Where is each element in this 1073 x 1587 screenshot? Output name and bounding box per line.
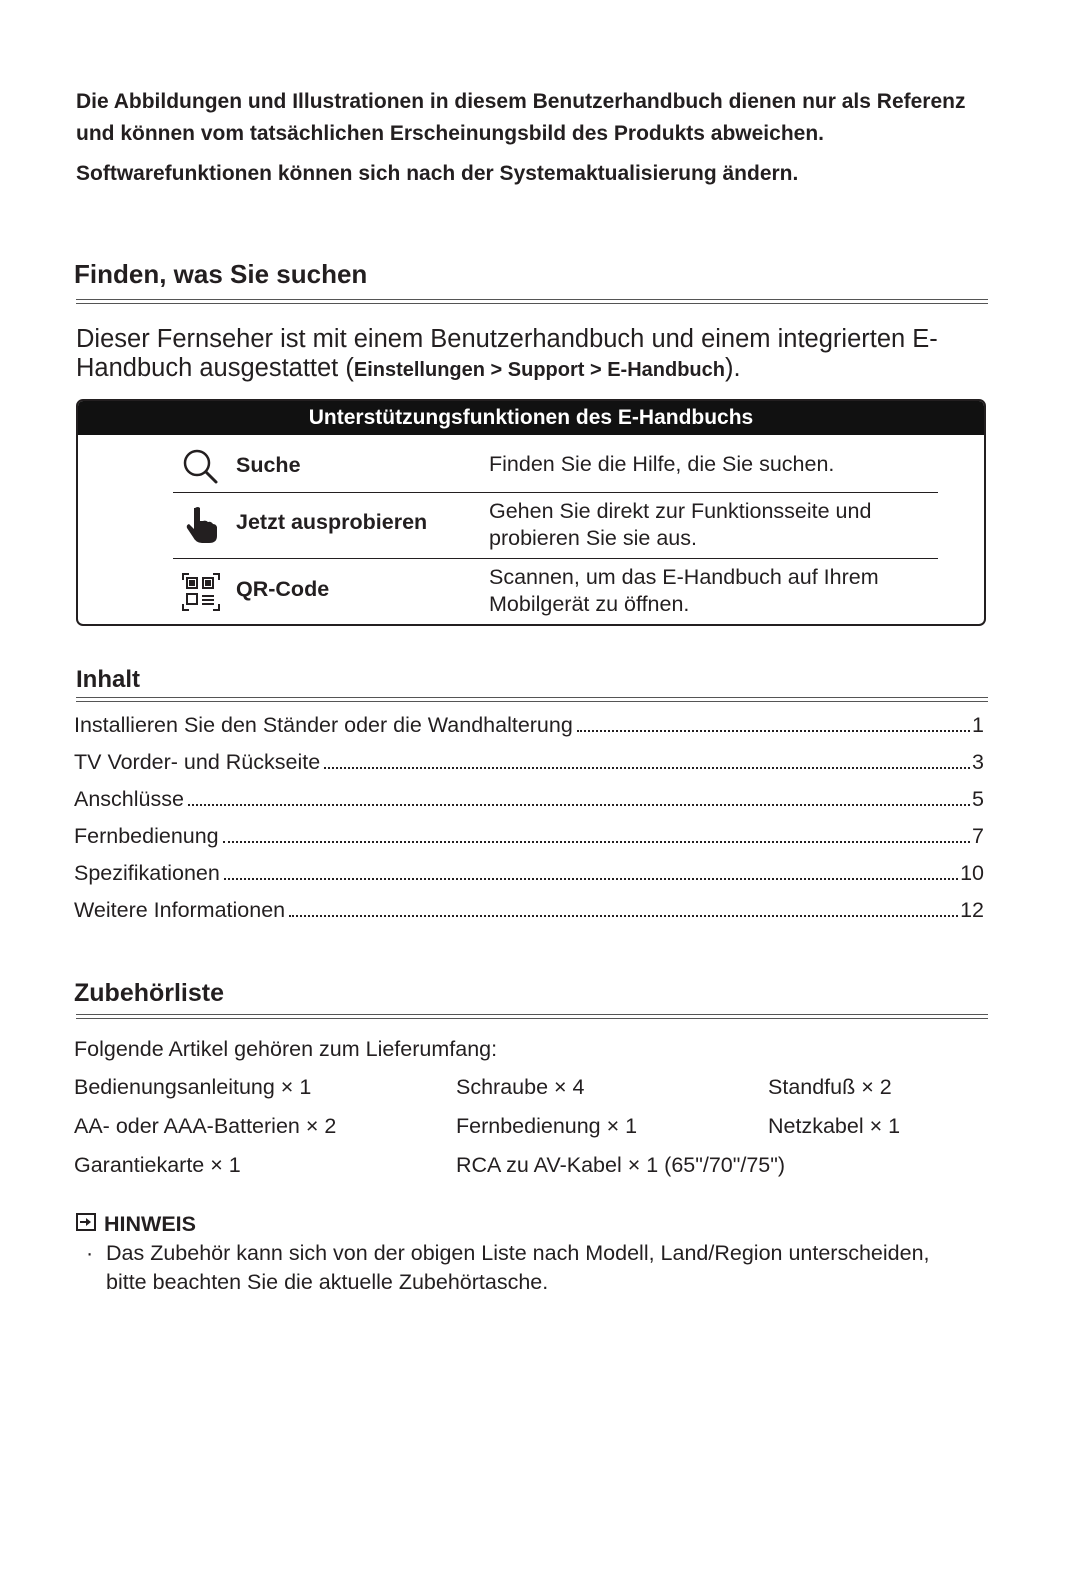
note-arrow-icon <box>76 1212 104 1237</box>
section-title-find: Finden, was Sie suchen <box>74 259 368 289</box>
toc-item[interactable] <box>74 787 984 817</box>
intro-disclaimer <box>76 86 976 190</box>
row-divider <box>173 558 938 559</box>
toc-item[interactable] <box>74 898 984 928</box>
toc-label: Fernbedienung <box>74 824 219 848</box>
pointing-hand-icon <box>181 504 221 544</box>
accessory-item: Schraube × 4 <box>456 1075 585 1099</box>
feature-desc: Scannen, um das E-Handbuch auf Ihrem Mobilgerät zu öffnen. <box>489 565 879 616</box>
software-note: Softwarefunktionen können sich nach der Systemaktualisierung ändern. <box>76 162 799 185</box>
note-body <box>86 1239 966 1297</box>
accessory-item: Fernbedienung × 1 <box>456 1114 638 1138</box>
section-rule <box>76 1014 988 1019</box>
toc-leader <box>289 915 958 917</box>
row-divider <box>173 492 938 493</box>
note-heading <box>76 1212 196 1237</box>
toc-leader <box>577 730 970 732</box>
toc-item[interactable] <box>74 861 984 891</box>
note-label: HINWEIS <box>104 1212 196 1236</box>
box-title: Unterstützungsfunktionen des E-Handbuchs <box>78 401 984 435</box>
accessory-item: Standfuß × 2 <box>768 1075 892 1099</box>
accessory-item: Netzkabel × 1 <box>768 1114 901 1138</box>
e-manual-features-box <box>76 399 986 626</box>
settings-path: Einstellungen > Support > E-Handbuch <box>353 359 725 381</box>
accessory-item: AA- oder AAA-Batterien × 2 <box>74 1114 337 1138</box>
section-rule <box>76 697 988 702</box>
feature-name: QR-Code <box>236 577 330 601</box>
toc-page: 7 <box>972 824 984 848</box>
section-title-contents: Inhalt <box>76 666 140 693</box>
note-text: Das Zubehör kann sich von der obigen Liste nach Modell, Land/Region unterscheiden, bitte beachten Sie die aktuelle Zubehörtasche. <box>106 1241 930 1294</box>
accessory-item: RCA zu AV-Kabel × 1 (65"/70"/75") <box>456 1153 786 1177</box>
feature-desc: Finden Sie die Hilfe, die Sie suchen. <box>489 452 835 476</box>
disclaimer-text: Die Abbildungen und Illustrationen in diesem Benutzerhandbuch dienen nur als Referenz und können vom tatsächlichen Erscheinungsbild des Produkts abweichen. <box>76 90 966 145</box>
toc-label: Spezifikationen <box>74 861 220 885</box>
toc-page: 1 <box>972 713 984 737</box>
toc-item[interactable] <box>74 713 984 743</box>
toc-page: 10 <box>960 861 984 885</box>
toc-leader <box>223 841 970 843</box>
toc-leader <box>224 878 958 880</box>
toc-label: Anschlüsse <box>74 787 184 811</box>
lead-close: ). <box>725 354 741 382</box>
toc-label: Weitere Informationen <box>74 898 286 922</box>
feature-name: Jetzt ausprobieren <box>236 510 428 534</box>
toc-item[interactable] <box>74 750 984 780</box>
toc-page: 12 <box>960 898 984 922</box>
section-rule <box>76 299 988 304</box>
feature-row-try-now <box>173 498 938 558</box>
note-bullet: · <box>86 1241 94 1265</box>
toc-page: 5 <box>972 787 984 811</box>
feature-desc: Gehen Sie direkt zur Funktionsseite und probieren Sie sie aus. <box>489 499 872 550</box>
search-icon <box>181 447 221 487</box>
lead-paragraph <box>76 325 996 385</box>
toc-item[interactable] <box>74 824 984 854</box>
accessory-item: Bedienungsanleitung × 1 <box>74 1075 312 1099</box>
section-title-accessories: Zubehörliste <box>74 979 225 1007</box>
qr-code-icon <box>181 572 221 612</box>
lead-text: Dieser Fernseher ist mit einem Benutzerhandbuch und einem integrierten E-Handbuch ausgestattet ( <box>76 325 938 382</box>
toc-label: TV Vorder- und Rückseite <box>74 750 321 774</box>
feature-row-search <box>173 447 938 491</box>
feature-name: Suche <box>236 453 301 477</box>
toc-page: 3 <box>972 750 984 774</box>
accessory-item: Garantiekarte × 1 <box>74 1153 241 1177</box>
toc-leader <box>324 767 970 769</box>
toc-leader <box>188 804 970 806</box>
accessories-intro: Folgende Artikel gehören zum Lieferumfang: <box>74 1037 498 1061</box>
feature-row-qr-code <box>173 564 938 624</box>
toc-label: Installieren Sie den Ständer oder die Wandhalterung <box>74 713 573 737</box>
